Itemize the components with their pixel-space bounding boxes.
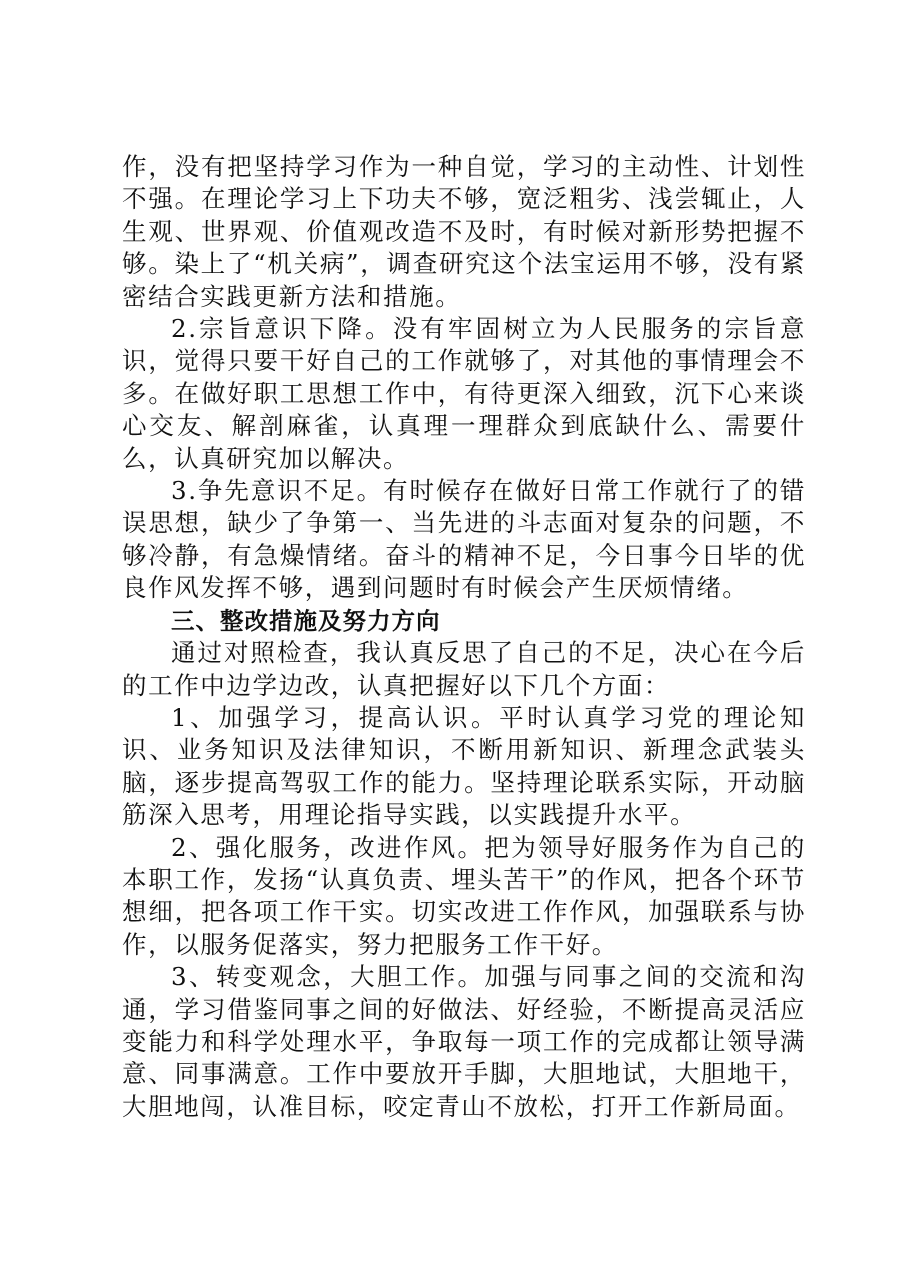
paragraph-change-mindset: 3、转变观念，大胆工作。加强与同事之间的交流和沟通，学习借鉴同事之间的好做法、好经验，不断提高灵活应变能力和科学处理水平，争取每一项工作的完成都让领导满意、同事满意。工作中要放开手脚，大胆地试，大胆地干，大胆地闯，认准目标，咬定青山不放松，打开工作新局面。: [122, 962, 806, 1121]
paragraph-strengthen-learning: 1、加强学习，提高认识。平时认真学习党的理论知识、业务知识及法律知识，不断用新知识、新理念武装头脑，逐步提高驾驭工作的能力。坚持理论联系实际，开动脑筋深入思考，用理论指导实践，以实践提升水平。: [122, 702, 806, 830]
section-heading: 三、整改措施及努力方向: [171, 606, 441, 635]
paragraph-continuation: 作，没有把坚持学习作为一种自觉，学习的主动性、计划性不强。在理论学习上下功夫不够，宽泛粗劣、浅尝辄止，人生观、世界观、价值观改造不及时，有时候对新形势把握不够。染上了“机关病”，调查研究这个法宝运用不够，没有紧密结合实践更新方法和措施。: [122, 152, 806, 311]
paragraph-intro: 通过对照检查，我认真反思了自己的不足，决心在今后的工作中边学边改，认真把握好以下几个方面：: [122, 638, 806, 700]
paragraph-purpose-awareness: 2.宗旨意识下降。没有牢固树立为人民服务的宗旨意识，觉得只要干好自己的工作就够了，对其他的事情理会不多。在做好职工思想工作中，有待更深入细致，沉下心来谈心交友、解剖麻雀，认真理一理群众到底缺什么、需要什么，认真研究加以解决。: [122, 314, 806, 473]
paragraph-improve-service: 2、强化服务，改进作风。把为领导好服务作为自己的本职工作，发扬“认真负责、埋头苦干”的作风，把各个环节想细，把各项工作干实。切实改进工作作风，加强联系与协作，以服务促落实，努力把服务工作干好。: [122, 832, 806, 959]
document-body: [122, 151, 806, 1123]
paragraph-competitive-awareness: 3.争先意识不足。有时候存在做好日常工作就行了的错误思想，缺少了争第一、当先进的斗志面对复杂的问题，不够冷静，有急燥情绪。奋斗的精神不足，今日事今日毕的优良作风发挥不够，遇到问题时有时候会产生厌烦情绪。: [122, 476, 806, 603]
